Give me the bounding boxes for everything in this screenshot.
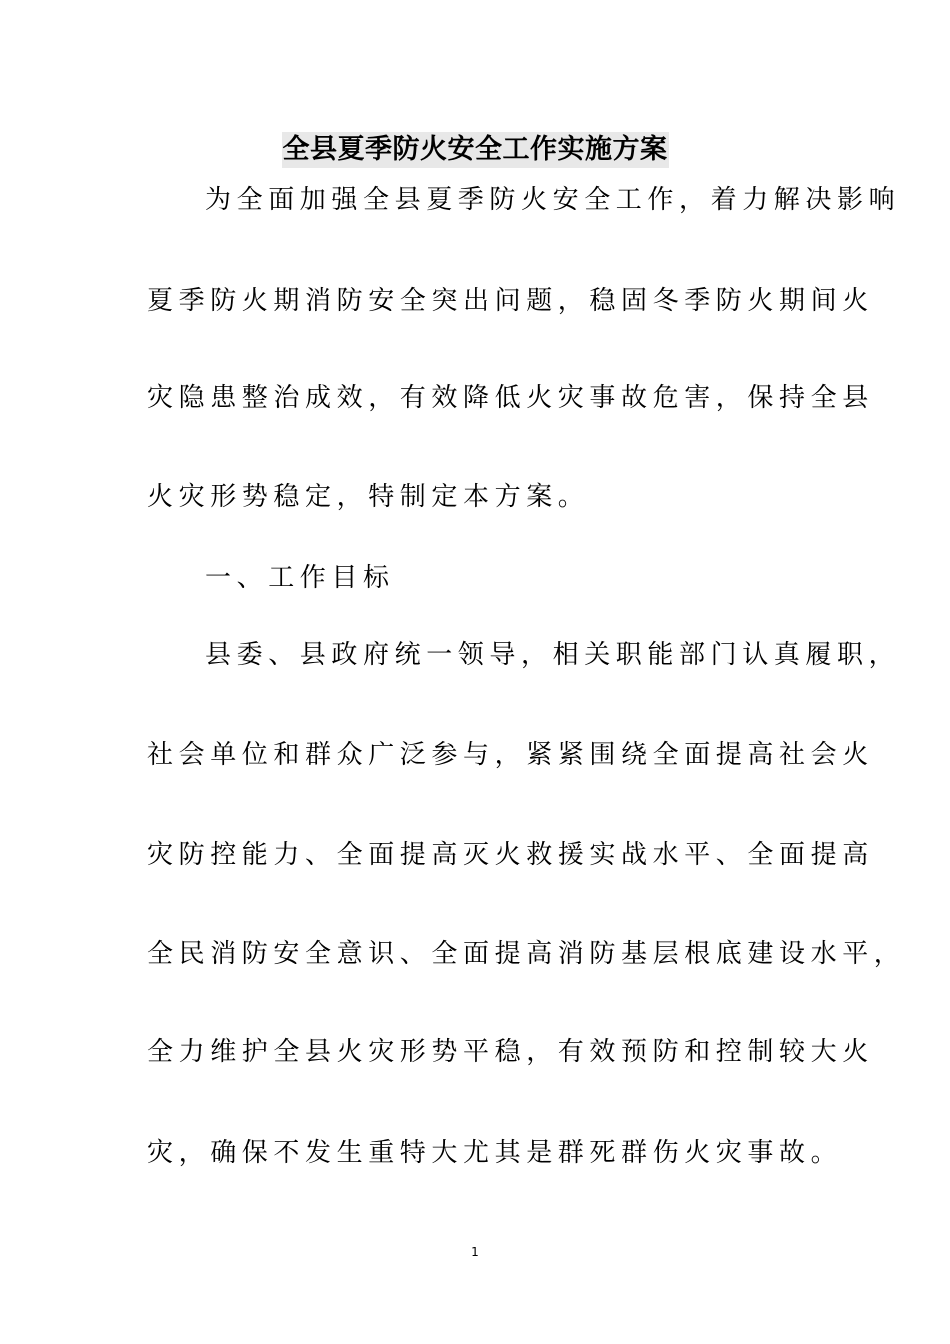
page-number: 1 — [471, 1245, 479, 1259]
paragraph-line: 夏季防火期消防安全突出问题，稳固冬季防火期间火 — [147, 286, 874, 316]
document-title: 全县夏季防火安全工作实施方案 — [282, 132, 669, 168]
paragraph-line: 为全面加强全县夏季防火安全工作，着力解决影响 — [205, 185, 901, 215]
paragraph-line: 火灾形势稳定，特制定本方案。 — [147, 482, 590, 512]
paragraph-line: 灾防控能力、全面提高灭火救援实战水平、全面提高 — [147, 840, 874, 870]
paragraph-line: 全力维护全县火灾形势平稳，有效预防和控制较大火 — [147, 1037, 874, 1067]
paragraph-line: 灾，确保不发生重特大尤其是群死群伤火灾事故。 — [147, 1138, 843, 1168]
section-heading: 一、工作目标 — [205, 563, 395, 593]
paragraph-line: 全民消防安全意识、全面提高消防基层根底建设水平， — [147, 939, 906, 969]
paragraph-line: 灾隐患整治成效，有效降低火灾事故危害，保持全县 — [147, 383, 874, 413]
paragraph-line: 县委、县政府统一领导，相关职能部门认真履职， — [205, 640, 901, 670]
paragraph-line: 社会单位和群众广泛参与，紧紧围绕全面提高社会火 — [147, 740, 874, 770]
title-container — [0, 132, 950, 168]
